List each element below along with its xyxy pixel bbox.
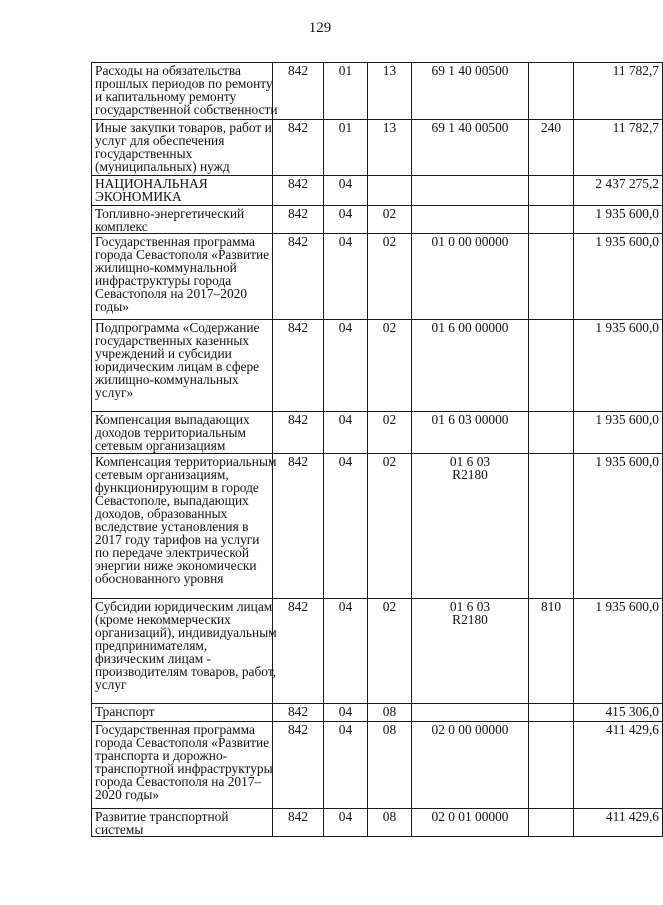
ministry-code-cell: 842 [273,176,324,206]
ministry-code-cell: 842 [273,412,324,454]
expense-type-cell [529,320,574,412]
target-article-line: R2180 [452,612,488,627]
ministry-code-cell: 842 [273,206,324,234]
expense-name-cell [92,176,273,206]
ministry-code-cell: 842 [273,454,324,599]
expense-name-line: Компенсация выпадающих [95,412,250,427]
target-article-line: 01 6 03 [449,599,491,614]
expense-name-line: обоснованного уровня [95,571,224,586]
subsection-cell: 08 [368,704,412,722]
expense-type-cell [529,412,574,454]
table-row [92,722,663,809]
target-article-cell: 69 1 40 00500 [412,63,529,120]
section-cell: 01 [324,63,368,120]
ministry-code-cell: 842 [273,809,324,837]
budget-table [91,62,663,837]
expense-name-line: Государственная программа [95,234,255,249]
ministry-code-cell: 842 [273,704,324,722]
page-number: 129 [308,20,332,36]
amount-cell: 11 782,7 [574,120,663,176]
amount-cell: 1 935 600,0 [574,454,663,599]
expense-name-line: функционирующим в городе [95,480,259,495]
section-cell: 01 [324,120,368,176]
expense-type-cell [529,454,574,599]
table-row [92,234,663,320]
target-article-line: 01 6 03 [449,454,491,469]
expense-name-line: Развитие транспортной [95,809,229,824]
expense-name-line: Севастополе, выпадающих [95,493,249,508]
section-cell: 04 [324,320,368,412]
section-cell: 04 [324,176,368,206]
expense-name-line: 2017 году тарифов на услуги [95,532,260,547]
expense-name-cell [92,809,273,837]
subsection-cell [368,176,412,206]
expense-name-line: транспорта и дорожно- [95,748,228,763]
expense-name-line: Расходы на обязательства [95,63,241,78]
expense-name-line: сетевым организациям [95,438,226,453]
subsection-cell: 02 [368,599,412,704]
section-cell: 04 [324,704,368,722]
amount-cell: 1 935 600,0 [574,206,663,234]
amount-cell: 411 429,6 [574,722,663,809]
table-row [92,412,663,454]
expense-name-line: доходов территориальным [95,425,246,440]
table-row [92,704,663,722]
subsection-cell: 02 [368,454,412,599]
expense-name-line: города Севастополя на 2017– [95,774,262,789]
expense-name-line: Подпрограмма «Содержание [95,320,260,335]
subsection-cell: 08 [368,809,412,837]
ministry-code-cell: 842 [273,63,324,120]
expense-type-cell: 810 [529,599,574,704]
table-row [92,120,663,176]
target-article-cell [412,176,529,206]
target-article-cell: 01 6 03 00000 [412,412,529,454]
expense-name-line: комплекс [95,219,148,234]
expense-type-cell [529,176,574,206]
ministry-code-cell: 842 [273,722,324,809]
expense-name-line: Субсидии юридическим лицам [95,599,273,614]
target-article-cell: 01 0 00 00000 [412,234,529,320]
expense-name-line: Государственная программа [95,722,255,737]
expense-name-line: Иные закупки товаров, работ и [95,120,272,135]
expense-type-cell [529,206,574,234]
expense-name-line: жилищно-коммунальных [95,372,239,387]
expense-name-line: государственной собственности [95,102,278,117]
subsection-cell: 02 [368,412,412,454]
table-row [92,320,663,412]
expense-name-cell [92,206,273,234]
expense-type-cell [529,63,574,120]
subsection-cell: 08 [368,722,412,809]
ministry-code-cell: 842 [273,234,324,320]
expense-name-line: предпринимателям, [95,638,208,653]
expense-name-line: вследствие установления в [95,519,249,534]
expense-name-cell [92,120,273,176]
expense-type-cell [529,722,574,809]
expense-name-line: доходов, образованных [95,506,228,521]
expense-name-line: города Севастополя «Развитие [95,735,270,750]
expense-name-line: ЭКОНОМИКА [95,189,182,204]
expense-name-line: организаций), индивидуальным [95,625,277,640]
expense-name-line: НАЦИОНАЛЬНАЯ [95,176,208,191]
expense-name-line: услуг» [95,385,134,400]
amount-cell: 1 935 600,0 [574,599,663,704]
amount-cell: 411 429,6 [574,809,663,837]
amount-cell: 1 935 600,0 [574,234,663,320]
expense-name-line: сетевым организациям, [95,467,229,482]
expense-name-line: (кроме некоммерческих [95,612,231,627]
target-article-cell: 01 6 00 00000 [412,320,529,412]
expense-name-line: услуг для обеспечения [95,133,225,148]
target-article-cell [412,704,529,722]
table-row [92,206,663,234]
expense-name-line: по передаче электрической [95,545,250,560]
expense-name-cell [92,704,273,722]
expense-name-line: 2020 годы» [95,787,160,802]
expense-type-cell [529,234,574,320]
expense-name-cell [92,722,273,809]
expense-name-line: государственных [95,146,193,161]
amount-cell: 2 437 275,2 [574,176,663,206]
table-row [92,63,663,120]
subsection-cell: 02 [368,206,412,234]
target-article-line: R2180 [452,467,488,482]
expense-name-line: транспортной инфраструктуры [95,761,273,776]
ministry-code-cell: 842 [273,120,324,176]
target-article-cell: 02 0 01 00000 [412,809,529,837]
amount-cell: 1 935 600,0 [574,412,663,454]
table-row [92,454,663,599]
expense-name-line: системы [95,822,144,837]
budget-table-body [92,63,663,837]
section-cell: 04 [324,809,368,837]
expense-name-cell [92,412,273,454]
section-cell: 04 [324,722,368,809]
table-row [92,809,663,837]
subsection-cell: 02 [368,234,412,320]
section-cell: 04 [324,599,368,704]
expense-name-line: Компенсация территориальным [95,454,277,469]
subsection-cell: 02 [368,320,412,412]
expense-name-line: годы» [95,299,129,314]
expense-type-cell [529,809,574,837]
expense-name-cell [92,320,273,412]
expense-name-line: производителям товаров, работ, [95,664,277,679]
expense-name-line: жилищно-коммунальной [95,260,237,275]
amount-cell: 415 306,0 [574,704,663,722]
target-article-cell: 69 1 40 00500 [412,120,529,176]
subsection-cell: 13 [368,63,412,120]
subsection-cell: 13 [368,120,412,176]
expense-name-line: и капитальному ремонту [95,89,237,104]
expense-type-cell [529,704,574,722]
target-article-cell [412,454,529,599]
section-cell: 04 [324,234,368,320]
expense-name-cell [92,63,278,120]
expense-name-cell [92,599,277,704]
expense-name-line: инфраструктуры города [95,273,232,288]
table-row [92,599,663,704]
table-row [92,176,663,206]
expense-name-line: Транспорт [95,704,155,719]
target-article-cell [412,599,529,704]
expense-name-line: прошлых периодов по ремонту [95,76,273,91]
expense-name-line: юридическим лицам в сфере [95,359,260,374]
expense-name-line: города Севастополя «Развитие [95,247,270,262]
ministry-code-cell: 842 [273,599,324,704]
expense-name-cell [92,234,273,320]
expense-name-line: физическим лицам - [95,651,211,666]
target-article-cell: 02 0 00 00000 [412,722,529,809]
expense-name-line: Севастополя на 2017–2020 [95,286,248,301]
section-cell: 04 [324,454,368,599]
target-article-cell [412,206,529,234]
expense-name-line: энергии ниже экономически [95,558,257,573]
expense-name-line: государственных казенных [95,333,250,348]
amount-cell: 1 935 600,0 [574,320,663,412]
expense-name-line: учреждений и субсидии [95,346,232,361]
ministry-code-cell: 842 [273,320,324,412]
expense-type-cell: 240 [529,120,574,176]
amount-cell: 11 782,7 [574,63,663,120]
expense-name-line: (муниципальных) нужд [95,159,230,174]
section-cell: 04 [324,412,368,454]
expense-name-line: услуг [95,677,127,692]
expense-name-cell [92,454,277,599]
section-cell: 04 [324,206,368,234]
expense-name-line: Топливно-энергетический [95,206,245,221]
